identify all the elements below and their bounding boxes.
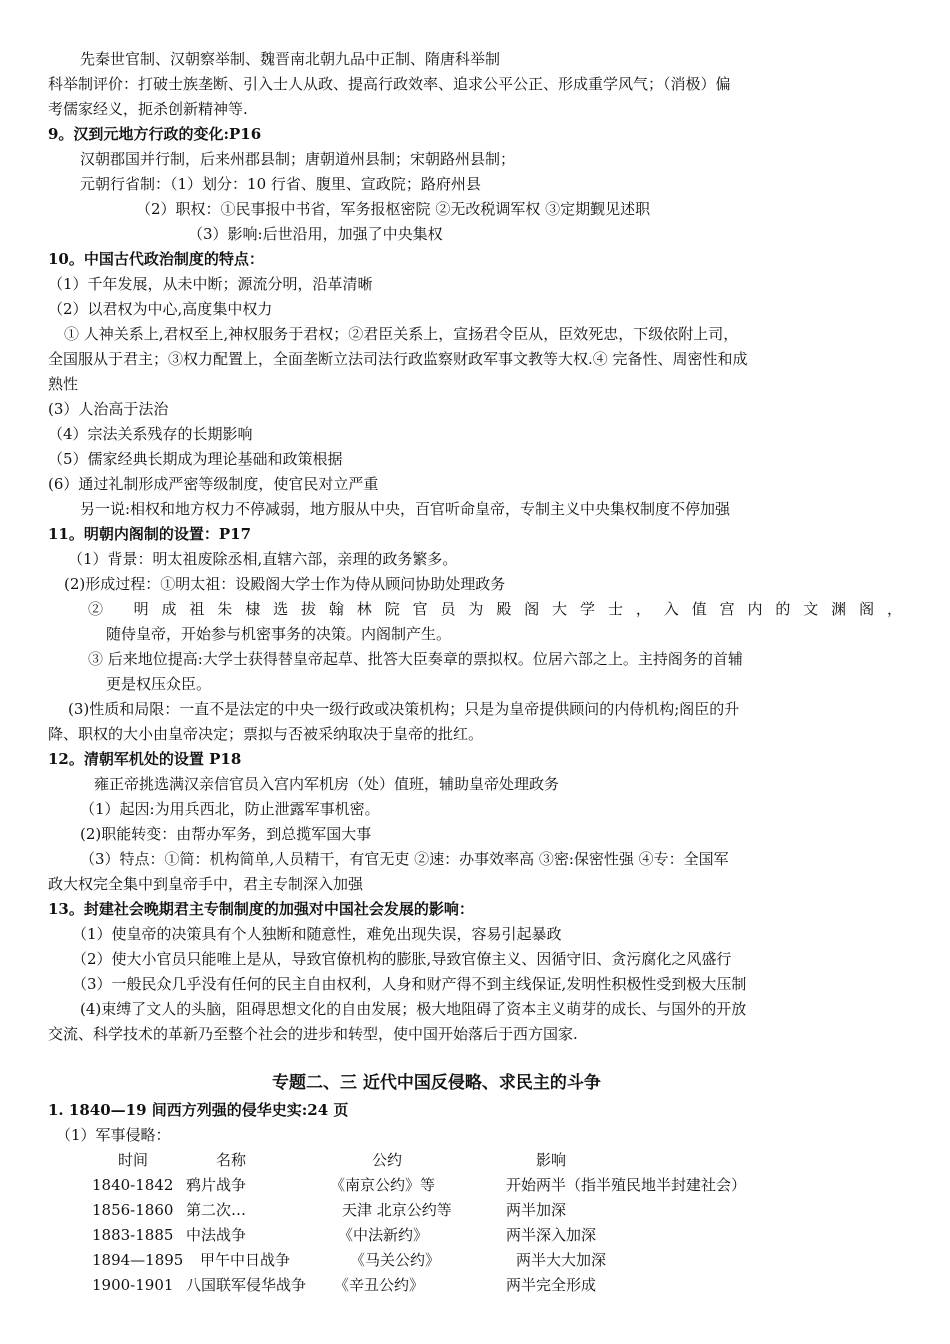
section-heading: 9。汉到元地方行政的变化:P16 xyxy=(48,125,262,143)
text-line: （1）军事侵略： xyxy=(56,1126,171,1144)
table-cell: 1856-1860 xyxy=(92,1201,174,1219)
text-line: ② 明成祖朱棣选拔翰林院官员为殿阁大学士，入值宫内的文渊阁， xyxy=(88,600,902,618)
text-line: 更是权压众臣。 xyxy=(106,675,212,693)
table-cell: 1894—1895 xyxy=(92,1251,184,1269)
table-header: 时间 xyxy=(118,1151,149,1169)
text-line: （4）宗法关系残存的长期影响 xyxy=(48,425,253,443)
text-line: ① 人神关系上,君权至上,神权服务于君权；②君臣关系上，宣扬君令臣从，臣效死忠，下级依附上司， xyxy=(64,325,739,343)
text-line: (6）通过礼制形成严密等级制度，使官民对立严重 xyxy=(48,475,379,493)
text-line: （2）以君权为中心,高度集中权力 xyxy=(48,300,273,318)
text-line: （1）使皇帝的决策具有个人独断和随意性，难免出现失误，容易引起暴政 xyxy=(72,925,562,943)
table-cell: 鸦片战争 xyxy=(186,1176,247,1194)
text-line: （1）背景：明太祖废除丞相,直辖六部，亲理的政务繁多。 xyxy=(68,550,458,568)
table-header: 公约 xyxy=(372,1151,403,1169)
text-line: 考儒家经义，扼杀创新精神等. xyxy=(48,100,248,118)
table-cell: 1900-1901 xyxy=(92,1276,174,1294)
text-line: 汉朝郡国并行制，后来州郡县制；唐朝道州县制；宋朝路州县制； xyxy=(80,150,516,168)
table-cell: 甲午中日战争 xyxy=(200,1251,291,1269)
text-line: 另一说:相权和地方权力不停减弱，地方服从中央，百官听命皇帝，专制主义中央集权制度不停加强 xyxy=(80,500,731,518)
table-cell: 第二次… xyxy=(186,1201,247,1219)
text-line: （3）特点：①简：机构简单,人员精干，有官无吏 ②速：办事效率高 ③密:保密性强 ④专：全国军 xyxy=(80,850,729,868)
text-line: ③ 后来地位提高:大学士获得替皇帝起草、批答大臣奏章的票拟权。位居六部之上。主持阁务的首辅 xyxy=(88,650,743,668)
table-cell: 1883-1885 xyxy=(92,1226,174,1244)
text-line: 随侍皇帝，开始参与机密事务的决策。内阁制产生。 xyxy=(106,625,452,643)
section-heading: 10。中国古代政治制度的特点： xyxy=(48,250,264,268)
text-line: （2）职权：①民事报中书省，军务报枢密院 ②无改税调军权 ③定期觐见述职 xyxy=(136,200,651,218)
table-cell: 《南京公约》等 xyxy=(330,1176,436,1194)
table-header: 名称 xyxy=(216,1151,247,1169)
table-cell: 两半深入加深 xyxy=(506,1226,597,1244)
table-cell: 两半大大加深 xyxy=(516,1251,607,1269)
section-heading: 11。明朝内阁制的设置：P17 xyxy=(48,525,252,543)
text-line: 元朝行省制：（1）划分：10 行省、腹里、宣政院；路府州县 xyxy=(80,175,481,193)
table-cell: 两半加深 xyxy=(506,1201,567,1219)
table-cell: 开始两半（指半殖民地半封建社会） xyxy=(506,1176,747,1194)
text-line: （2）使大小官员只能唯上是从，导致官僚机构的膨胀,导致官僚主义、因循守旧、贪污腐化之风盛行 xyxy=(72,950,732,968)
table-header: 影响 xyxy=(536,1151,567,1169)
section-heading: 12。清朝军机处的设置 P18 xyxy=(48,750,242,768)
table-cell: 两半完全形成 xyxy=(506,1276,597,1294)
text-line: 雍正帝挑选满汉亲信官员入宫内军机房（处）值班，辅助皇帝处理政务 xyxy=(94,775,560,793)
text-line: 降、职权的大小由皇帝决定；票拟与否被采纳取决于皇帝的批红。 xyxy=(48,725,484,743)
text-line: 先秦世官制、汉朝察举制、魏晋南北朝九品中正制、隋唐科举制 xyxy=(80,50,501,68)
table-cell: 中法战争 xyxy=(186,1226,247,1244)
text-line: (3)性质和局限：一直不是法定的中央一级行政或决策机构；只是为皇帝提供顾问的内侍机构;阁臣的升 xyxy=(68,700,740,718)
text-line: （3）影响:后世沿用，加强了中央集权 xyxy=(188,225,443,243)
text-line: （1）千年发展，从未中断；源流分明，沿革清晰 xyxy=(48,275,373,293)
text-line: （1）起因:为用兵西北，防止泄露军事机密。 xyxy=(80,800,380,818)
table-cell: 八国联军侵华战争 xyxy=(186,1276,307,1294)
section-heading: 1. 1840—19 间西方列强的侵华史实:24 页 xyxy=(48,1101,349,1119)
text-line: (2)形成过程：①明太祖：设殿阁大学士作为侍从顾问协助处理政务 xyxy=(64,575,506,593)
text-line: 政大权完全集中到皇帝手中，君主专制深入加强 xyxy=(48,875,364,893)
table-cell: 《中法新约》 xyxy=(338,1226,429,1244)
section-heading: 13。封建社会晚期君主专制制度的加强对中国社会发展的影响： xyxy=(48,900,474,918)
text-line: (2)职能转变：由帮办军务，到总揽军国大事 xyxy=(80,825,372,843)
text-line: 交流、科学技术的革新乃至整个社会的进步和转型，使中国开始落后于西方国家. xyxy=(48,1025,578,1043)
text-line: （5）儒家经典长期成为理论基础和政策根据 xyxy=(48,450,343,468)
table-cell: 《马关公约》 xyxy=(350,1251,441,1269)
table-cell: 《辛丑公约》 xyxy=(334,1276,425,1294)
table-cell: 1840-1842 xyxy=(92,1176,174,1194)
table-cell: 天津 北京公约等 xyxy=(342,1201,452,1219)
text-line: 科举制评价：打破士族垄断、引入士人从政、提高行政效率、追求公平公正、形成重学风气；（消极）偏 xyxy=(48,75,731,93)
chapter-title: 专题二、三 近代中国反侵略、求民主的斗争 xyxy=(272,1073,601,1093)
text-line: 全国服从于君主；③权力配置上，全面垄断立法司法行政监察财政军事文教等大权.④ 完备性、周密性和成 xyxy=(48,350,748,368)
text-line: 熟性 xyxy=(48,375,79,393)
text-line: (3）人治高于法治 xyxy=(48,400,169,418)
text-line: （3）一般民众几乎没有任何的民主自由权利，人身和财产得不到主线保证,发明性积极性受到极大压制 xyxy=(72,975,747,993)
text-line: (4)束缚了文人的头脑，阻碍思想文化的自由发展；极大地阻碍了资本主义萌芽的成长、与国外的开放 xyxy=(80,1000,747,1018)
